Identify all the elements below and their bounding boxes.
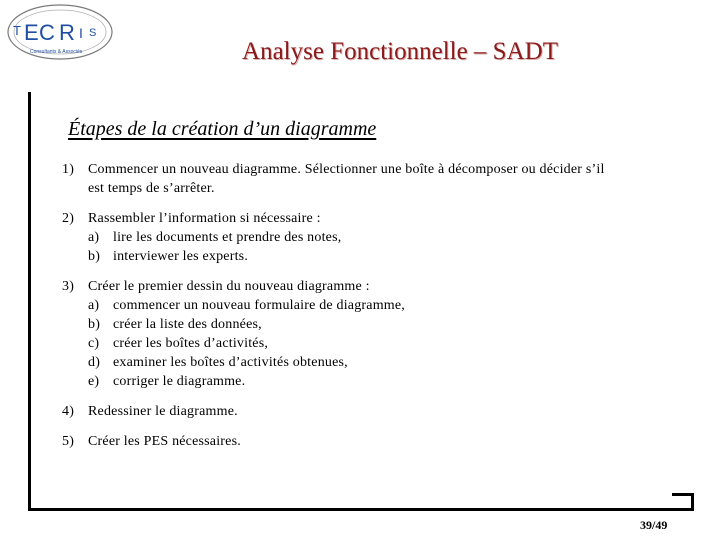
sub-item <box>88 296 692 315</box>
sub-letter: c) <box>88 336 100 351</box>
step-text: Rassembler l’information si nécessaire : <box>88 211 321 226</box>
step-number: 5) <box>62 434 75 449</box>
sub-letter: e) <box>88 374 100 389</box>
step-number: 4) <box>62 404 75 419</box>
sub-item <box>88 247 692 266</box>
section-title: Étapes de la création d’un diagramme <box>68 118 377 140</box>
logo-letter-c: C <box>39 20 55 45</box>
sub-item <box>88 228 692 247</box>
step-text: Créer les PES nécessaires. <box>88 434 241 449</box>
sub-item <box>88 315 692 334</box>
step-number: 1) <box>62 162 75 177</box>
sub-text: corriger le diagramme. <box>113 374 246 389</box>
frame-bottom-border <box>28 508 694 511</box>
sub-letter: d) <box>88 355 101 370</box>
sub-text: interviewer les experts. <box>113 249 249 264</box>
tecris-logo <box>4 2 116 64</box>
slide-title: Analyse Fonctionnelle – SADT <box>242 38 558 65</box>
steps-list <box>62 160 692 462</box>
step-number: 3) <box>62 279 75 294</box>
logo-letter-r: R <box>59 20 75 45</box>
sub-text: créer la liste des données, <box>113 317 262 332</box>
frame-left-border <box>28 92 31 510</box>
step-text-continued: est temps de s’arrêter. <box>88 181 215 196</box>
step-item <box>62 277 692 391</box>
logo-letter-s: S <box>89 27 97 39</box>
step-item <box>62 209 692 266</box>
logo-letter-e: E <box>24 20 39 45</box>
step-item <box>62 160 692 198</box>
sub-item <box>88 372 692 391</box>
step-item <box>62 402 692 421</box>
step-number: 2) <box>62 211 75 226</box>
sub-letter: b) <box>88 317 101 332</box>
sub-item <box>88 334 692 353</box>
sub-text: commencer un nouveau formulaire de diagramme, <box>113 298 405 313</box>
sub-text: lire les documents et prendre des notes, <box>113 230 342 245</box>
sub-text: examiner les boîtes d’activités obtenues, <box>113 355 348 370</box>
logo-letter-t: T <box>13 23 21 38</box>
sub-letter: b) <box>88 249 101 264</box>
page-number: 39/49 <box>640 518 668 532</box>
sub-letter: a) <box>88 298 100 313</box>
step-text: Créer le premier dessin du nouveau diagramme : <box>88 279 370 294</box>
sub-letter: a) <box>88 230 100 245</box>
step-text: Commencer un nouveau diagramme. Sélectionner une boîte à décomposer ou décider s’il <box>88 162 605 177</box>
frame-corner-tick <box>672 493 694 496</box>
tecris-logo-graphic <box>4 2 116 64</box>
logo-tagline: Consultants & Associés <box>30 49 83 55</box>
step-text: Redessiner le diagramme. <box>88 404 238 419</box>
sub-item <box>88 353 692 372</box>
step-item <box>62 432 692 451</box>
sub-text: créer les boîtes d’activités, <box>113 336 269 351</box>
logo-letter-i: I <box>79 25 83 41</box>
